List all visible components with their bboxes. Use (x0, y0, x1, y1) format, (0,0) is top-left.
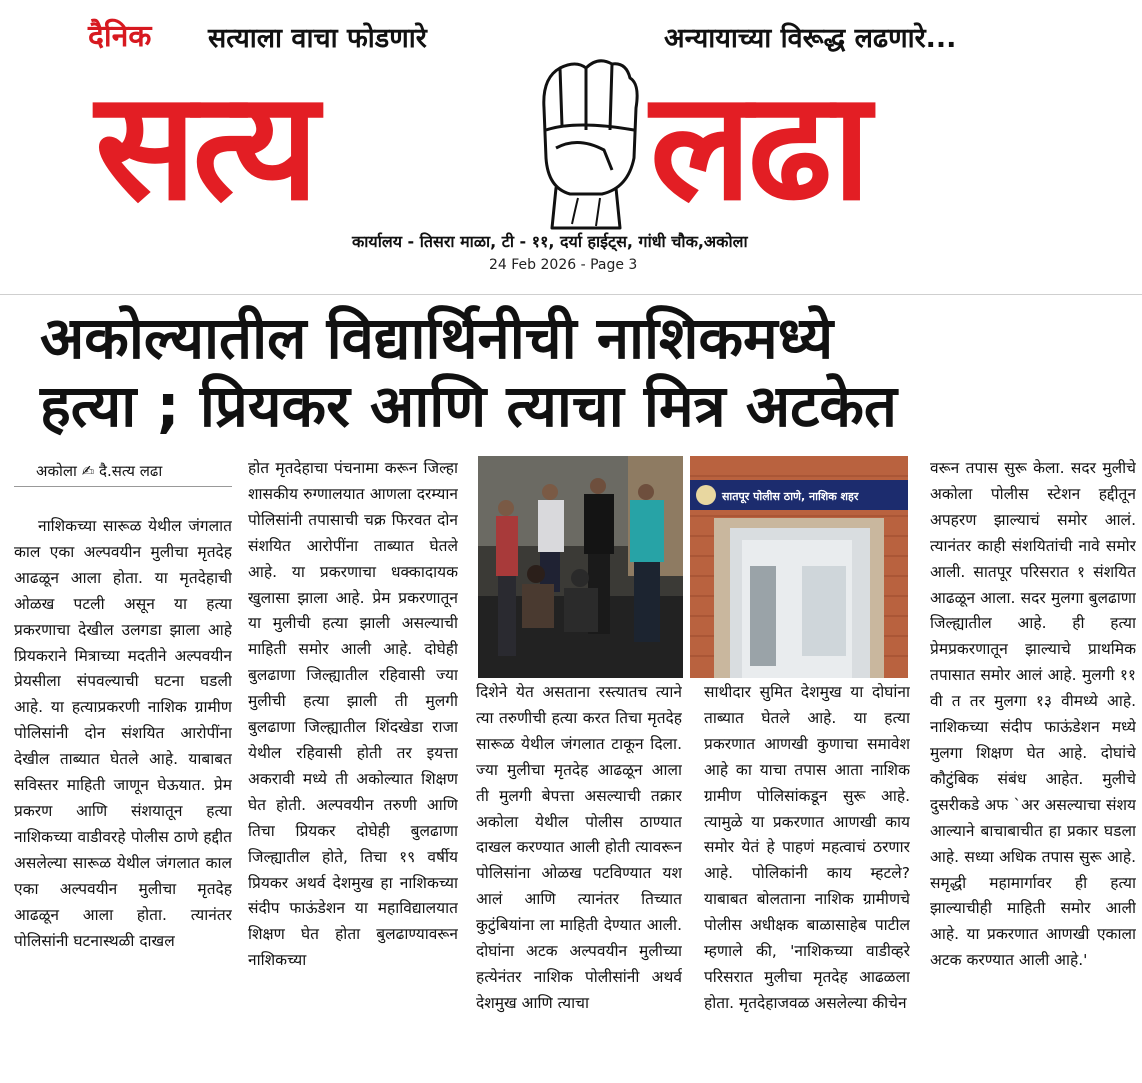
arrest-group-photo (478, 456, 683, 678)
station-sign-text: सातपूर पोलीस ठाणे, नाशिक शहर (722, 490, 859, 503)
article-column-4: साथीदार सुमित देशमुख या दोघांना ताब्यात घेतले आहे. या हत्या प्रकरणात आणखी कुणाचा समावेश आहे का याचा तपास आता नाशिक ग्रामीण पोलिसांकडून सुरू आहे. त्यामुळे या प्रकरणात आणखी काय समोर येतं हे पाहणं महत्वाचं ठरणार आहे. पोलिकांनी काय म्हटले? याबाबत बोलताना नाशिक ग्रामीणचे पोलीस अधीक्षक बाळासाहेब पाटील म्हणाले की, 'नाशिकच्या वाडीव्हरे परिसरात मुलीचा मृतदेह आढळला होता. मृतदेहाजवळ असलेल्या कीचेन (704, 683, 910, 1012)
article-column-5: वरून तपास सुरू केला. सदर मुलीचे अकोला पोलीस स्टेशन हद्दीतून अपहरण झाल्याचं समोर आलं. त्यानंतर काही संशयितांची नावे समोर आली. सातपूर परिसरात १ संशयित आढळून आला. सदर मुलगा बुलढाणा जिल्ह्यातील आहे. ही हत्या प्रेमप्रकरणातून झाल्याचे प्राथमिक तपासात समोर आलं आहे. मुलगी ११ वी त तर मुलगा १३ वीमध्ये आहे. नाशिकच्या संदीप फाऊंडेशन मध्ये मुलगा शिक्षण घेत आहे. दोघांचे कौटुंबिक संबंध आहेत. मुलीचे दुसरीकडे अफ `अर असल्याचा संशय आल्याने बाचाबाचीत हा प्रकार घडला आहे. सध्या अधिक तपास सुरू आहे. समृद्धी महामार्गावर ही हत्या झाल्याचीही माहिती समोर आली आहे. या प्रकरणात आणखी एकाला अटक करण्यात आली आहे.' (930, 459, 1136, 970)
tagline-right: अन्यायाच्या विरूद्ध लढणारे... (664, 23, 957, 54)
article-headline (40, 304, 1100, 440)
office-address: कार्यालय - तिसरा माळा, टी - ११, दर्या हाईट्स, गांधी चौक,अकोला (352, 232, 748, 251)
police-station-photo (690, 456, 908, 678)
headline-line-2: हत्या ; प्रियकर आणि त्याचा मित्र अटकेत (40, 372, 897, 440)
article-column-1: नाशिकच्या सारूळ येथील जंगलात काल एका अल्पवयीन मुलीचा मृतदेह आढळून आला होता. या मृतदेहाची ओळख पटली असून या हत्या प्रकरणाचा देखील उलगडा झाला आहे प्रियकराने मित्राच्या मदतीने अल्पवयीन प्रेयसीला संपवल्याची घटना घडली आहे. या हत्याप्रकरणी नाशिक ग्रामीण पोलिसांनी दोन संशयित आरोपींना देखील ताब्यात घेतले आहे. याबाबत सविस्तर माहिती जाणून घेऊयात. प्रेम प्रकरण आणि संशयातून हत्या नाशिकच्या वाडीवरहे पोलीस ठाणे हद्दीत असलेल्या सारूळ येथील जंगलात काल एका अल्पवयीन मुलीचा मृतदेह आढळून आला होता. त्यानंतर पोलिसांनी घटनास्थळी दाखल (14, 517, 232, 950)
masthead-title-left: सत्य (95, 60, 315, 234)
masthead-title-right: लढा (650, 60, 868, 234)
byline: अकोला ✍ दै.सत्य लढा (36, 462, 163, 480)
raised-fist-icon (516, 38, 656, 238)
headline-line-1: अकोल्यातील विद्यार्थिनीची नाशिकमध्ये (40, 304, 834, 372)
article-column-2: होत मृतदेहाचा पंचनामा करून जिल्हा शासकीय रुग्णालयात आणला दरम्यान पोलिसांनी तपासाची चक्र फिरवत दोन संशयित आरोपींना ताब्यात घेतले आहे. या प्रकरणाचा धक्कादायक खुलासा झाला आहे. प्रेम प्रकरणातून या मुलीची हत्या झाली असल्याची माहिती समोर आली आहे. दोघेही बुलढाणा जिल्ह्यातील रहिवासी ज्या मुलीची हत्या झाली ती मुलगी बुलढाणा जिल्ह्यातील शिंदखेडा राजा येथील रहिवासी होती तर इयत्ता अकरावी मध्ये ती अकोल्यात शिक्षण घेत होती. अल्पवयीन तरुणी आणि तिचा प्रियकर दोघेही बुलढाणा जिल्ह्यातील होते, तिचा १९ वर्षीय प्रियकर अथर्व देशमुख हा नाशिकच्या संदीप फाऊंडेशन या महाविद्यालयात शिक्षण घेत होता बुलढाण्यावरून नाशिकच्या (248, 459, 458, 970)
masthead-dainik: दैनिक (88, 19, 152, 54)
byline-divider (14, 486, 232, 487)
date-page: 24 Feb 2026 - Page 3 (489, 257, 638, 273)
tagline-left: सत्याला वाचा फोडणारे (208, 23, 427, 54)
masthead-divider (0, 294, 1142, 295)
article-column-3: दिशेने येत असताना रस्त्यातच त्याने त्या तरुणीची हत्या करत तिचा मृतदेह सारूळ येथील जंगलात टाकून दिला. ज्या मुलीचा मृतदेह आढळून आला ती मुलगी बेपत्ता असल्याची तक्रार अकोला येथील पोलीस ठाण्यात दाखल करण्यात आली होती त्यावरून पोलिसांना ओळख पटविण्यात यश आलं आणि त्यानंतर तिच्यात कुटुंबियांना ला माहिती देण्यात आली. दोघांना अटक अल्पवयीन मुलीच्या हत्येनंतर नाशिक पोलीसांनी अथर्व देशमुख आणि त्याचा (476, 683, 682, 1012)
